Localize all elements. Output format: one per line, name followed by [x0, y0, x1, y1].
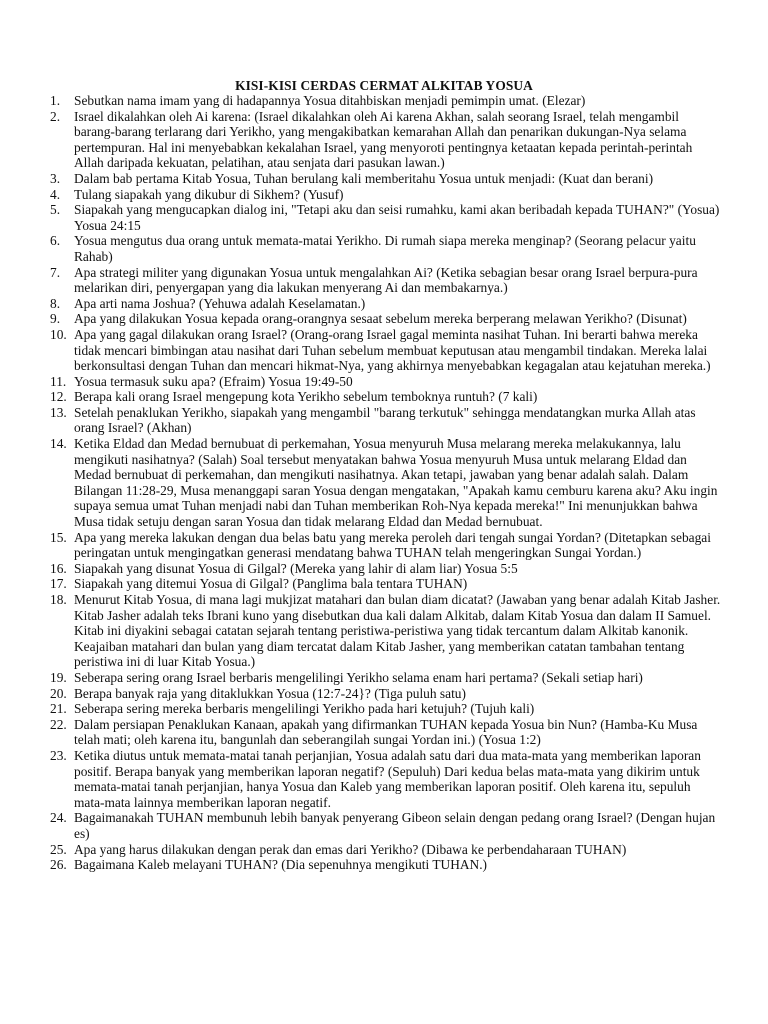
- question-item: [50, 530, 722, 561]
- question-item: [50, 93, 722, 109]
- question-number: 14.: [50, 436, 67, 452]
- question-number: 15.: [50, 529, 67, 545]
- question-number: 24.: [50, 810, 67, 826]
- document-title: KISI-KISI CERDAS CERMAT ALKITAB YOSUA: [235, 78, 533, 93]
- question-item: [50, 187, 722, 203]
- question-text: Setelah penaklukan Yerikho, siapakah yang mengambil "barang terkutuk" sehingga mendatangkan murka Allah atas orang Israel? (Akhan): [74, 404, 696, 436]
- question-number: 10.: [50, 326, 67, 342]
- question-number: 20.: [50, 685, 67, 701]
- question-item: [50, 374, 722, 390]
- question-text: Apa arti nama Joshua? (Yehuwa adalah Keselamatan.): [74, 295, 366, 311]
- question-text: Berapa kali orang Israel mengepung kota Yerikho sebelum temboknya runtuh? (7 kali): [74, 389, 538, 405]
- question-list: [50, 93, 722, 873]
- question-item: [50, 701, 722, 717]
- question-number: 19.: [50, 669, 67, 685]
- question-number: 7.: [50, 264, 61, 280]
- question-text: Seberapa sering orang Israel berbaris mengelilingi Yerikho selama enam hari pertama? (Sekali setiap hari): [74, 669, 643, 685]
- question-number: 16.: [50, 560, 67, 576]
- question-item: [50, 670, 722, 686]
- question-text: Ketika diutus untuk memata-matai tanah perjanjian, Yosua adalah satu dari dua mata-mata yang memberikan laporan positif. Berapa banyak yang memberikan laporan negatif? (Sepuluh) Dari kedua belas mata-mata yang dikirim untuk memata-matai tanah perjanjian, hanya Yosua dan Kaleb yang memberikan laporan positif. Oleh karena itu, sepuluh mata-mata lainnya memberikan laporan negatif.: [74, 747, 701, 810]
- question-text: Yosua termasuk suku apa? (Efraim) Yosua 19:49-50: [74, 373, 353, 389]
- question-number: 9.: [50, 311, 61, 327]
- question-number: 12.: [50, 389, 67, 405]
- question-text: Seberapa sering mereka berbaris mengelilingi Yerikho pada hari ketujuh? (Tujuh kali): [74, 701, 535, 717]
- question-item: [50, 171, 722, 187]
- question-text: Bagaimanakah TUHAN membunuh lebih banyak penyerang Gibeon selain dengan pedang orang Israel? (Dengan hujan es): [74, 810, 716, 841]
- question-item: [50, 576, 722, 592]
- question-text: Ketika Eldad dan Medad bernubuat di perkemahan, Yosua menyuruh Musa melarang mereka melakukannya, lalu mengikuti nasihatnya? (Salah) Soal tersebut menyatakan bahwa Yosua menyuruh Musa untuk melarang Eldad dan Medad bernubuat di perkemahan, dan mengikuti nasihatnya. Akan tetapi, jawaban yang benar adalah salah. Dalam Bilangan 11:28-29, Musa menanggapi saran Yosua dengan mengatakan, "Apakah kamu cemburu karena aku? Aku ingin supaya semua umat Tuhan menjadi nabi dan Tuhan memberikan Roh-Nya kepada mereka!" Ini menunjukkan bahwa Musa tidak setuju dengan saran Yosua dan tidak melarang Eldad dan Medad bernubuat.: [74, 436, 718, 530]
- question-number: 18.: [50, 592, 67, 607]
- question-text: Apa yang gagal dilakukan orang Israel? (Orang-orang Israel gagal meminta nasihat Tuhan. Ini berarti bahwa mereka tidak mencari bimbingan atau nasihat dari Tuhan sebelum membuat keputusan atau mengambil tindakan. Mereka lalai berkonsultasi dengan Tuhan dan mencari hikmat-Nya, yang akhirnya menyebabkan kegagalan atau kejatuhan mereka.): [74, 326, 711, 374]
- question-item: [50, 265, 722, 296]
- question-text: Israel dikalahkan oleh Ai karena: (Israel dikalahkan oleh Ai karena Akhan, salah seorang Israel, telah mengambil barang-barang terlarang dari Yerikho, yang mengakibatkan kemarahan Allah dan penarikan dukungan-Nya selama pertempuran. Hal ini menyebabkan kekalahan Israel, yang menyoroti pentingnya ketaatan kepada perintah-perintah Allah daripada kekuatan, pelatihan, atau senjata dari pasukan lawan.): [74, 108, 693, 171]
- question-item: [50, 717, 722, 748]
- question-text: Apa yang harus dilakukan dengan perak dan emas dari Yerikho? (Dibawa ke perbendaharaan TUHAN): [74, 841, 627, 857]
- question-text: Siapakah yang disunat Yosua di Gilgal? (Mereka yang lahir di alam liar) Yosua 5:5: [74, 560, 518, 576]
- question-text: Apa yang dilakukan Yosua kepada orang-orangnya sesaat sebelum mereka berperang melawan Yerikho? (Disunat): [74, 311, 687, 327]
- question-number: 4.: [50, 186, 61, 202]
- question-number: 2.: [50, 108, 61, 124]
- question-number: 5.: [50, 202, 61, 218]
- question-item: [50, 686, 722, 702]
- question-number: 22.: [50, 716, 67, 732]
- question-number: 1.: [50, 93, 61, 108]
- question-text: Tulang siapakah yang dikubur di Sikhem? (Yusuf): [74, 186, 344, 202]
- question-item: [50, 857, 722, 873]
- question-item: [50, 311, 722, 327]
- question-item: [50, 233, 722, 264]
- question-item: [50, 296, 722, 312]
- question-number: 25.: [50, 841, 67, 857]
- question-item: [50, 436, 722, 530]
- question-text: Yosua mengutus dua orang untuk memata-matai Yerikho. Di rumah siapa mereka menginap? (Seorang pelacur yaitu Rahab): [74, 233, 696, 264]
- question-text: Apa yang mereka lakukan dengan dua belas batu yang mereka peroleh dari tengah sungai Yordan? (Ditetapkan sebagai peringatan untuk mengingatkan generasi mendatang bahwa TUHAN telah mengeringkan Sungai Yordan.): [74, 529, 711, 561]
- question-item: [50, 109, 722, 171]
- question-number: 23.: [50, 747, 67, 763]
- question-number: 6.: [50, 233, 61, 249]
- question-text: Siapakah yang mengucapkan dialog ini, "Tetapi aku dan seisi rumahku, kami akan beribadah kepada TUHAN?" (Yosua) Yosua 24:15: [74, 202, 720, 233]
- question-text: Bagaimana Kaleb melayani TUHAN? (Dia sepenuhnya mengikuti TUHAN.): [74, 857, 488, 873]
- question-item: [50, 202, 722, 233]
- question-number: 11.: [50, 373, 67, 389]
- question-number: 26.: [50, 857, 67, 873]
- question-item: [50, 842, 722, 858]
- question-item: [50, 405, 722, 436]
- question-item: [50, 748, 722, 810]
- question-item: [50, 561, 722, 577]
- question-number: 17.: [50, 576, 67, 592]
- question-text: Dalam bab pertama Kitab Yosua, Tuhan berulang kali memberitahu Yosua untuk menjadi: (Kuat dan berani): [74, 170, 654, 186]
- question-item: [50, 810, 722, 841]
- question-text: Dalam persiapan Penaklukan Kanaan, apakah yang difirmankan TUHAN kepada Yosua bin Nun? (Hamba-Ku Musa telah mati; oleh karena itu, bangunlah dan seberangilah sungai Yordan ini.) (Yosua 1:2): [74, 716, 698, 748]
- question-item: [50, 389, 722, 405]
- question-number: 21.: [50, 701, 67, 717]
- question-text: Menurut Kitab Yosua, di mana lagi mukjizat matahari dan bulan diam dicatat? (Jawaban yang benar adalah Kitab Jasher. Kitab Jasher adalah teks Ibrani kuno yang disebutkan dua kali dalam Alkitab, dalam Kitab Yosua dan dalam II Samuel. Kitab ini diyakini sebagai catatan sejarah tentang peristiwa-peristiwa yang tidak tercantum dalam Alkitab kanonik. Keajaiban matahari dan bulan yang diam tercatat dalam Kitab Jasher, yang memberikan catatan tambahan tentang peristiwa ini di luar Kitab Yosua.): [74, 592, 721, 670]
- question-text: Berapa banyak raja yang ditaklukkan Yosua (12:7-24}? (Tiga puluh satu): [74, 685, 466, 701]
- question-item: [50, 592, 722, 670]
- question-text: Apa strategi militer yang digunakan Yosua untuk mengalahkan Ai? (Ketika sebagian besar orang Israel berpura-pura melarikan diri, penyergapan yang dia lakukan menyerang Ai dan membakarnya.): [74, 264, 698, 296]
- question-number: 13.: [50, 404, 67, 420]
- question-text: Sebutkan nama imam yang di hadapannya Yosua ditahbiskan menjadi pemimpin umat. (Elezar): [74, 93, 586, 108]
- question-item: [50, 327, 722, 374]
- question-number: 3.: [50, 170, 61, 186]
- question-number: 8.: [50, 295, 61, 311]
- question-text: Siapakah yang ditemui Yosua di Gilgal? (Panglima bala tentara TUHAN): [74, 576, 468, 592]
